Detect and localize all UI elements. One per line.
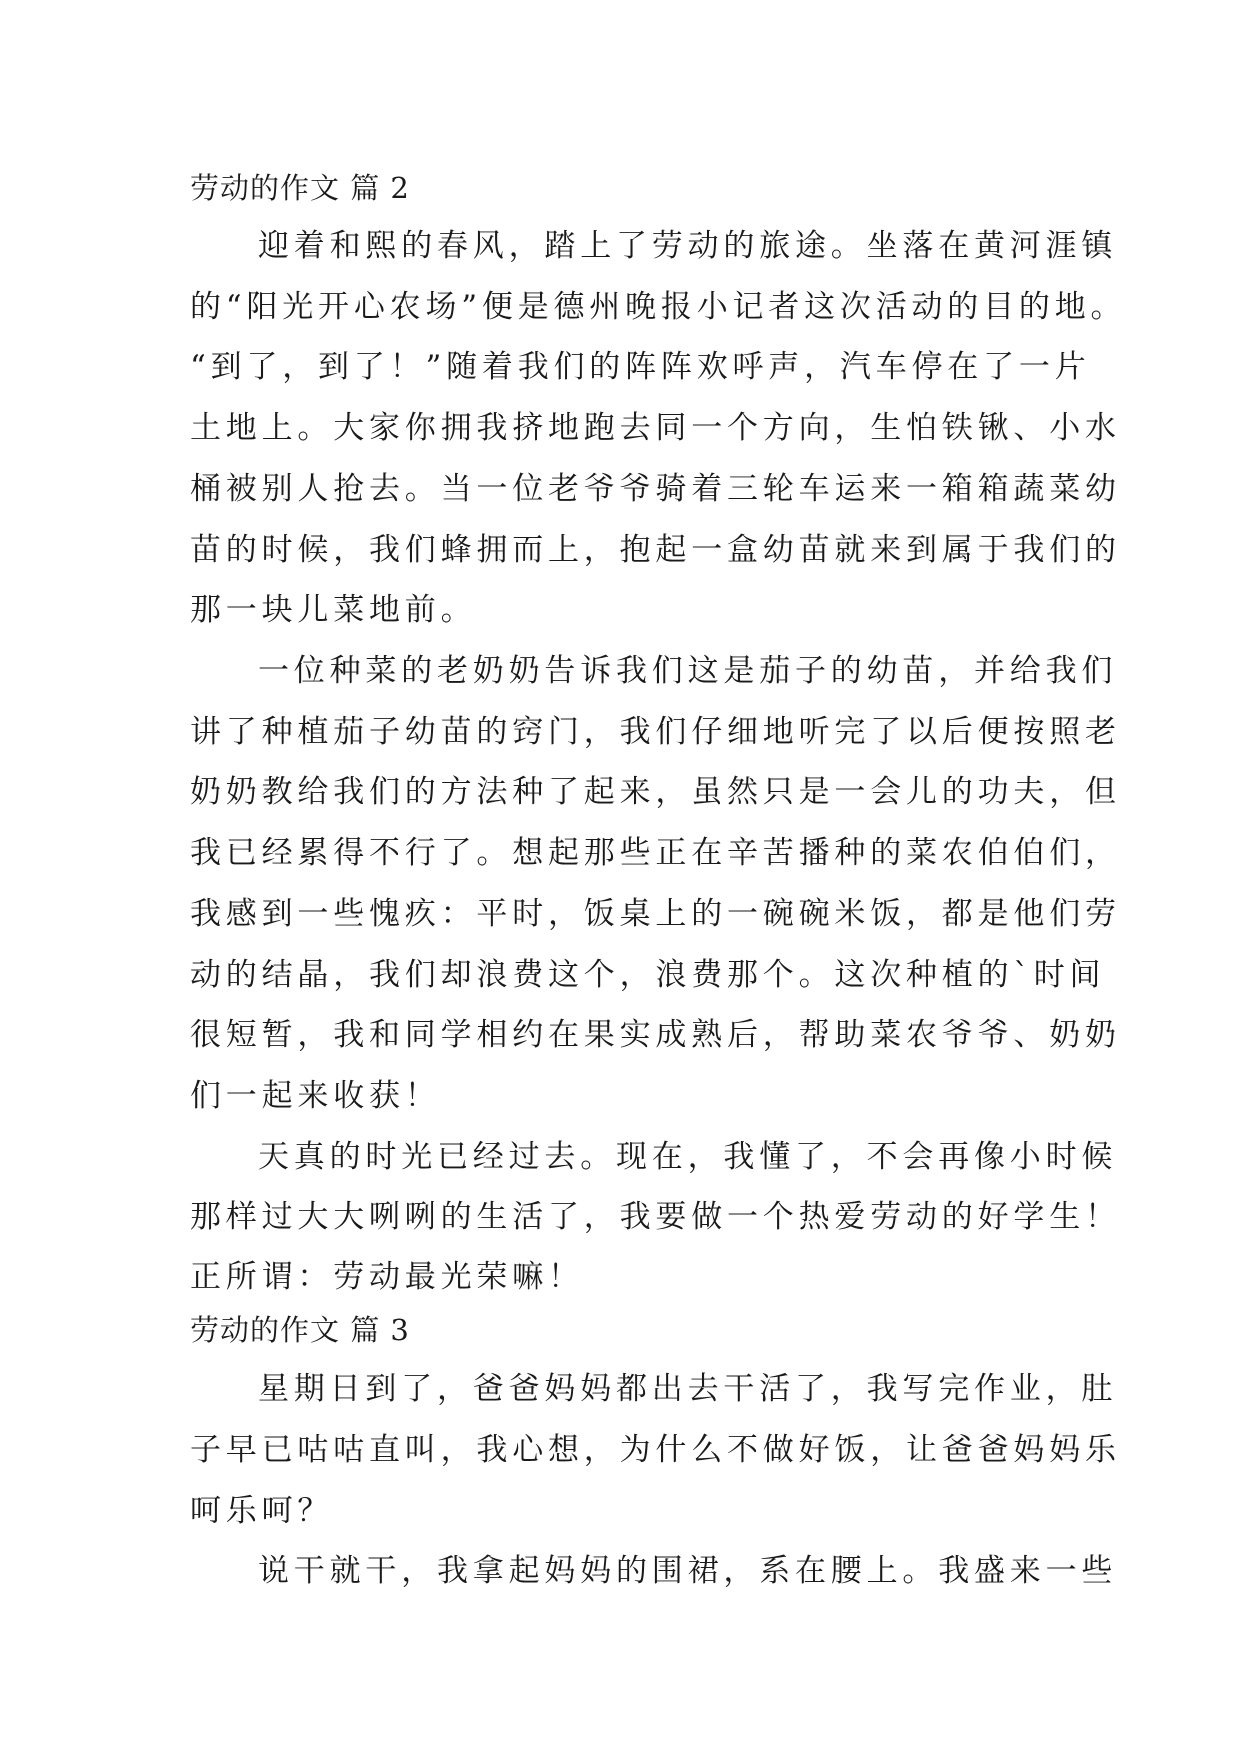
paragraph-line: 一位种菜的老奶奶告诉我们这是茄子的幼苗，并给我们 xyxy=(258,653,1118,689)
paragraph-line: 动的结晶，我们却浪费这个，浪费那个。这次种植的`时间 xyxy=(190,957,1106,993)
paragraph-line: 迎着和熙的春风，踏上了劳动的旅途。坐落在黄河涯镇 xyxy=(258,228,1118,264)
paragraph-line: 正所谓：劳动最光荣嘛！ xyxy=(190,1259,584,1295)
paragraph-line: 桶被别人抢去。当一位老爷爷骑着三轮车运来一箱箱蔬菜幼 xyxy=(190,471,1121,507)
paragraph-line: 说干就干，我拿起妈妈的围裙，系在腰上。我盛来一些 xyxy=(258,1553,1118,1589)
paragraph-line: 我感到一些愧疚：平时，饭桌上的一碗碗米饭，都是他们劳 xyxy=(190,896,1121,932)
paragraph-line: 奶奶教给我们的方法种了起来，虽然只是一会儿的功夫，但 xyxy=(190,774,1121,810)
paragraph-line: 土地上。大家你拥我挤地跑去同一个方向，生怕铁锹、小水 xyxy=(190,410,1121,446)
paragraph-line: 子早已咕咕直叫，我心想，为什么不做好饭，让爸爸妈妈乐 xyxy=(190,1432,1121,1468)
paragraph-line: 那一块儿菜地前。 xyxy=(190,592,477,628)
paragraph-line: 我已经累得不行了。想起那些正在辛苦播种的菜农伯伯们， xyxy=(190,835,1121,871)
paragraph-line: “到了，到了！”随着我们的阵阵欢呼声，汽车停在了一片 xyxy=(190,349,1091,385)
paragraph-line: 讲了种植茄子幼苗的窍门，我们仔细地听完了以后便按照老 xyxy=(190,714,1121,750)
paragraph-line: 天真的时光已经过去。现在，我懂了，不会再像小时候 xyxy=(258,1139,1118,1175)
section-heading: 劳动的作文 篇 3 xyxy=(190,1313,410,1347)
paragraph-line: 星期日到了，爸爸妈妈都出去干活了，我写完作业，肚 xyxy=(258,1371,1118,1407)
paragraph-line: 很短暂，我和同学相约在果实成熟后，帮助菜农爷爷、奶奶 xyxy=(190,1017,1121,1053)
section-heading: 劳动的作文 篇 2 xyxy=(190,171,410,205)
paragraph-line: 苗的时候，我们蜂拥而上，抱起一盒幼苗就来到属于我们的 xyxy=(190,532,1121,568)
paragraph-line: 们一起来收获！ xyxy=(190,1078,441,1114)
paragraph-line: 呵乐呵？ xyxy=(190,1493,334,1529)
paragraph-line: 那样过大大咧咧的生活了，我要做一个热爱劳动的好学生！ xyxy=(190,1199,1121,1235)
paragraph-line: 的“阳光开心农场”便是德州晚报小记者这次活动的目的地。 xyxy=(190,289,1127,325)
